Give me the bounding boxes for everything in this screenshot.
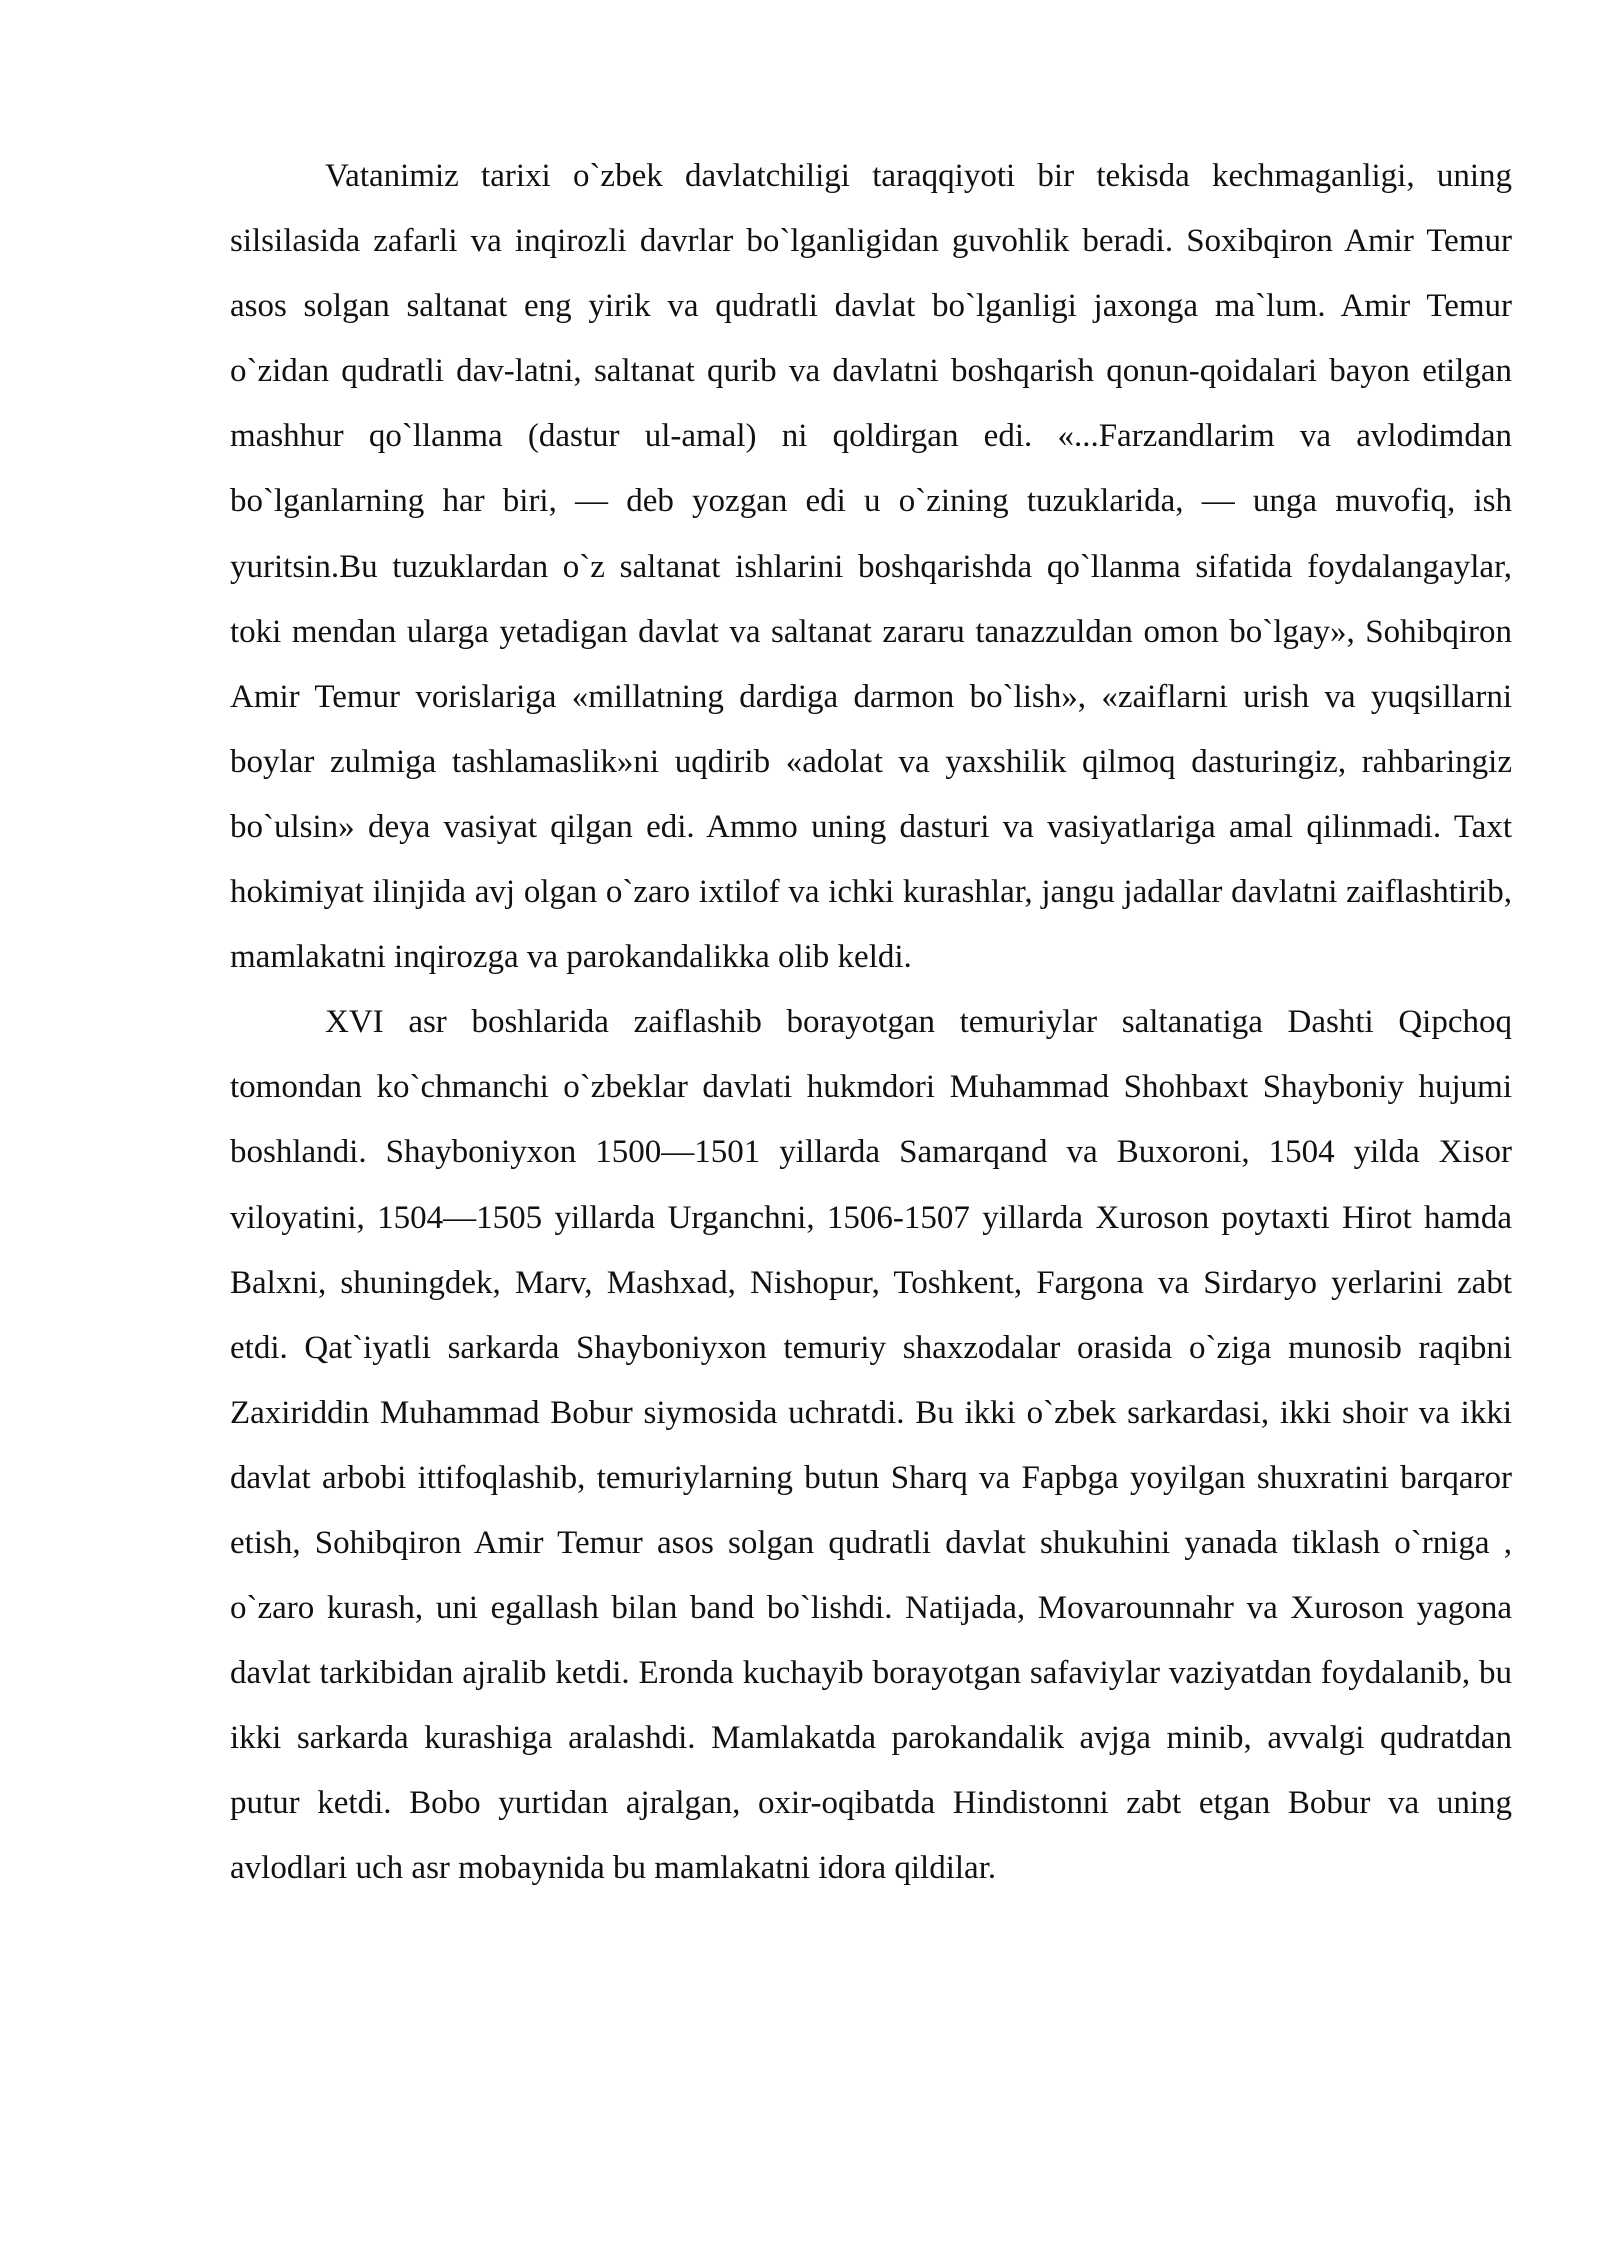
paragraph-1: Vatanimiz tarixi o`zbek davlatchiligi taraqqiyoti bir tekisda kechmaganligi, uning silsilasida zafarli va inqirozli davrlar bo`lganligidan guvohlik beradi. Soxibqiron Amir Temur asos solgan saltanat eng yirik va qudratli davlat bo`lganligi jaxonga ma`lum. Amir Temur o`zidan qudratli dav-latni, saltanat qurib va davlatni boshqarish qonun-qoidalari bayon etilgan mashhur qo`llanma (dastur ul-amal) ni qoldirgan edi. «...Farzandlarim va avlodimdan bo`lganlarning har biri, — deb yozgan edi u o`zining tuzuklarida, — unga muvofiq, ish yuritsin.Bu tuzuklardan o`z saltanat ishlarini boshqarishda qo`llanma sifatida foydalangaylar, toki mendan ularga yetadigan davlat va saltanat zararu tanazzuldan omon bo`lgay», Sohibqiron Amir Temur vorislariga «millatning dardiga darmon bo`lish», «zaiflarni urish va yuqsillarni boylar zulmiga tashlamaslik»ni uqdirib «adolat va yaxshilik qilmoq dasturingiz, rahbaringiz bo`ulsin» deya vasiyat qilgan edi. Ammo uning dasturi va vasiyatlariga amal qilinmadi. Taxt hokimiyat ilinjida avj olgan o`zaro ixtilof va ichki kurashlar, jangu jadallar davlatni zaiflashtirib, mamlakatni inqirozga va parokandalikka olib keldi. [230,158,1512,976]
paragraph-2: XVI asr boshlarida zaiflashib borayotgan temuriylar saltanatiga Dashti Qipchoq tomondan ko`chmanchi o`zbeklar davlati hukmdori Muhammad Shohbaxt Shayboniy hujumi boshlandi. Shayboniyxon 1500—1501 yillarda Samarqand va Buxoroni, 1504 yilda Xisor viloyatini, 1504—1505 yillarda Urganchni, 1506-1507 yillarda Xuroson poytaxti Hirot hamda Balxni, shuningdek, Marv, Mashxad, Nishopur, Toshkent, Fargona va Sirdaryo yerlarini zabt etdi. Qat`iyatli sarkarda Shayboniyxon temuriy shaxzodalar orasida o`ziga munosib raqibni Zaxiriddin Muhammad Bobur siymosida uchratdi. Bu ikki o`zbek sarkardasi, ikki shoir va ikki davlat arbobi ittifoqlashib, temuriylarning butun Sharq va Fapbga yoyilgan shuxratini barqaror etish, Sohibqiron Amir Temur asos solgan qudratli davlat shukuhini yanada tiklash o`rniga , o`zaro kurash, uni egallash bilan band bo`lishdi. Natijada, Movarounnahr va Xuroson yagona davlat tarkibidan ajralib ketdi. Eronda kuchayib borayotgan safaviylar vaziyatdan foydalanib, bu ikki sarkarda kurashiga aralashdi. Mamlakatda parokandalik avjga minib, avvalgi qudratdan putur ketdi. Bobo yurtidan ajralgan, oxir-oqibatda Hindistonni zabt etgan Bobur va uning avlodlari uch asr mobaynida bu mamlakatni idora qildilar. [230,1004,1512,1887]
document-body [230,144,1512,1902]
